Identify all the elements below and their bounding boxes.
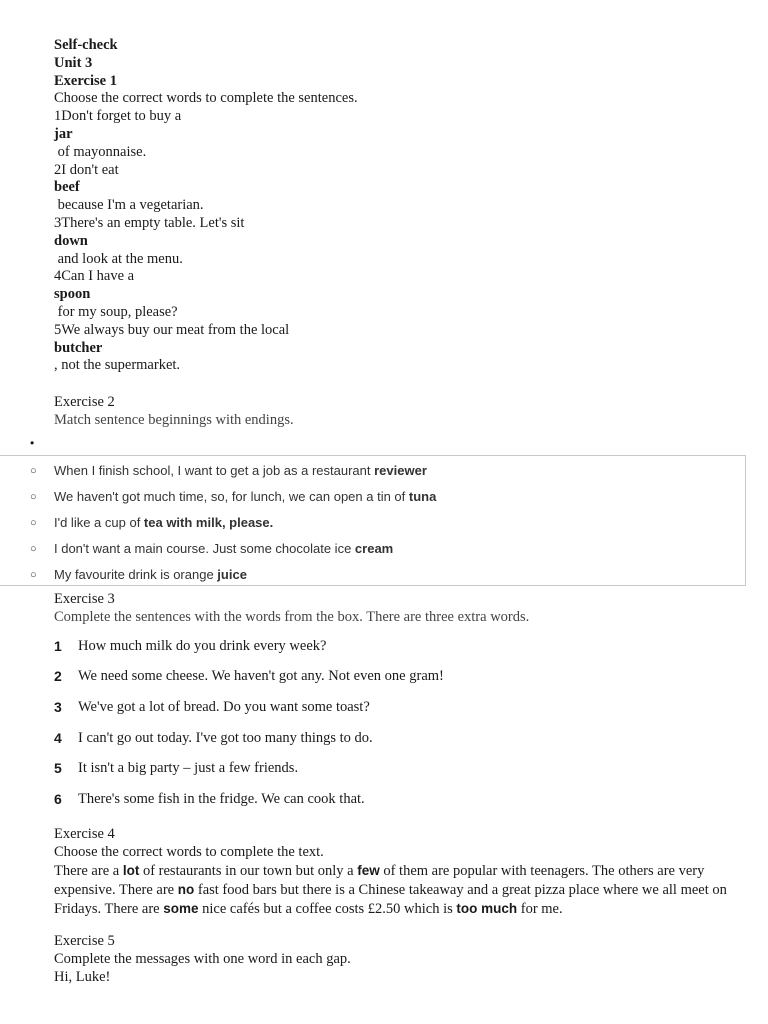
exercise-2-header (54, 394, 294, 430)
ex1-item-1-text: 1Don't forget to buy a (54, 108, 182, 125)
ex2-item-answer: juice (217, 567, 247, 582)
ex1-item-1-answer: jar (54, 125, 73, 142)
ex1-item-4-text: 4Can I have a (54, 268, 135, 285)
ex2-item-answer: tea with milk, please. (143, 515, 274, 530)
circle-bullet-icon: ○ (30, 465, 37, 477)
exercise-1-block (54, 37, 358, 375)
ex3-item-text: It isn't a big party – just a few friends. (78, 760, 299, 776)
ex2-item-text: We haven't got much time, so, for lunch, we can open a tin of (54, 489, 409, 504)
exercise-2-instruction: Match sentence beginnings with endings. (54, 411, 294, 428)
exercise-1-title: Exercise 1 (54, 72, 117, 89)
exercise-4-instruction: Choose the correct words to complete the text. (54, 843, 324, 860)
ex1-item-2-text: 2I don't eat (54, 161, 119, 178)
ex1-item-3-answer: down (54, 232, 88, 249)
ex1-item-3-rest: and look at the menu. (54, 250, 183, 267)
page-title: Self-check (54, 37, 118, 53)
ex2-item-text: I'd like a cup of (54, 515, 144, 530)
circle-bullet-icon: ○ (30, 517, 37, 529)
ex2-item-text: When I finish school, I want to get a job as a restaurant (54, 463, 375, 478)
ex2-item-text: My favourite drink is orange (54, 567, 218, 582)
exercise-5-instruction: Complete the messages with one word in each gap. (54, 950, 351, 967)
ex1-item-2-answer: beef (54, 179, 80, 196)
ex3-item-number: 5 (54, 760, 62, 776)
ex4-text-part: nice cafés but a coffee costs £2.50 which is (198, 900, 457, 917)
ex4-text-part: of them are popular with teenagers. The others are very expensive. There are (54, 863, 705, 898)
ex4-answer: no (177, 881, 195, 897)
ex3-item-text: We need some cheese. We haven't got any. Not even one gram! (78, 668, 444, 684)
ex1-item-2-rest: because I'm a vegetarian. (54, 197, 204, 214)
ex4-answer: lot (122, 863, 140, 878)
message-greeting: Hi, Luke! (54, 968, 111, 985)
exercise-4-header (54, 826, 324, 862)
ex3-item-text: We've got a lot of bread. Do you want some toast? (78, 699, 370, 715)
ex1-item-3-text: 3There's an empty table. Let's sit (54, 214, 245, 231)
exercise-2-title: Exercise 2 (54, 394, 115, 410)
ex4-answer: few (357, 863, 380, 878)
ex3-item-text: How much milk do you drink every week? (78, 638, 327, 654)
ex1-item-4-rest: for my soup, please? (54, 303, 178, 320)
ex2-item-text: I don't want a main course. Just some chocolate ice (54, 541, 355, 556)
ex3-item-text: There's some fish in the fridge. We can cook that. (78, 791, 365, 807)
ex2-item-answer: reviewer (374, 463, 427, 478)
exercise-5-title: Exercise 5 (54, 933, 115, 949)
ex3-item-number: 1 (54, 638, 62, 654)
exercise-4-text (54, 862, 744, 918)
ex1-item-4-answer: spoon (54, 286, 91, 303)
exercise-3-instruction: Complete the sentences with the words from the box. There are three extra words. (54, 608, 530, 625)
unit-label: Unit 3 (54, 54, 93, 71)
ex3-item-number: 4 (54, 730, 62, 746)
exercise-4-title: Exercise 4 (54, 826, 115, 842)
exercise-1-instruction: Choose the correct words to complete the sentences. (54, 90, 358, 107)
ex2-item-answer: tuna (408, 489, 437, 504)
ex4-answer: too much (456, 900, 518, 916)
circle-bullet-icon: ○ (30, 569, 37, 581)
ex1-item-5-rest: , not the supermarket. (54, 357, 181, 374)
exercise-3-title: Exercise 3 (54, 591, 115, 607)
circle-bullet-icon: ○ (30, 543, 37, 555)
ex1-item-5-answer: butcher (54, 339, 103, 356)
ex1-item-5-text: 5We always buy our meat from the local (54, 321, 290, 338)
exercise-3-header (54, 591, 529, 627)
ex4-text-part: for me. (517, 900, 563, 917)
exercise-2-list (0, 455, 746, 586)
ex4-text-part: There are a (54, 863, 123, 879)
ex3-item-number: 3 (54, 699, 62, 715)
ex3-item-text: I can't go out today. I've got too many things to do. (78, 730, 373, 746)
ex4-answer: some (163, 900, 199, 916)
ex2-item-answer: cream (354, 541, 394, 556)
ex3-item-number: 2 (54, 668, 62, 684)
circle-bullet-icon: ○ (30, 491, 37, 503)
ex3-item-number: 6 (54, 791, 62, 807)
ex4-text-part: of restaurants in our town but only a (139, 863, 358, 879)
ex1-item-1-rest: of mayonnaise. (54, 143, 147, 160)
exercise-5-block (54, 933, 351, 986)
ex4-text-part: fast food bars but there is a Chinese takeaway and a great pizza place where we all meet on Fridays. There are (54, 881, 727, 917)
bullet-icon: • (30, 436, 35, 450)
